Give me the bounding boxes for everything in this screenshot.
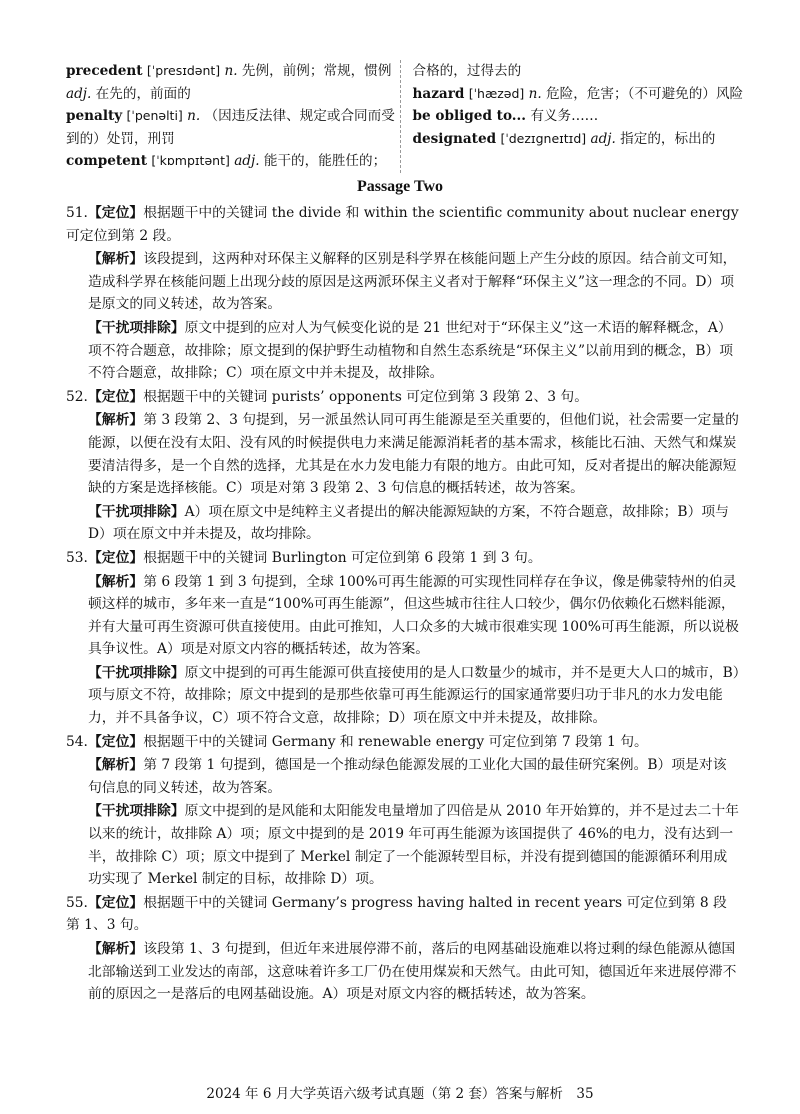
page-footer: 2024 年 6 月大学英语六级考试真题（第 2 套）答案与解析 35 [206,1086,594,1102]
distractor-analysis: 【干扰项排除】原文中提到的应对人为气候变化说的是 21 世纪对于“环保主义”这一术语的解释概念，A）项不符合题意，故排除；原文提到的保护野生动植物和自然生态系统是“环保主义”以前用到的概念，B）项不符合题意，故排除；C）项在原文中并未提及，故排除。 [88,319,734,382]
answers-body [66,202,740,1007]
analysis: 【解析】第 6 段第 1 到 3 句提到，全球 100%可再生能源的可实现性同样存在争议，像是佛蒙特州的伯灵顿这样的城市，多年来一直是“100%可再生能源”，但这些城市往往人口较少，偶尔仍依赖化石燃料能源，并有大量可再生资源可供直接使用。由此可推知，人口众多的大城市很难实现 100%可再生能源，所以说极具争议性。A）项是对原文内容的概括转述，故为答案。 [88,573,739,658]
vocab-entry: hazard [ˈhæzəd] n. 危险，危害；（不可避免的）风险 [412,85,744,102]
distractor-analysis: 【干扰项排除】原文中提到的可再生能源可供直接使用的是人口数量少的城市，并不是更大人口的城市，B）项与原文不符，故排除；原文中提到的是那些依靠可再生能源运行的国家通常要归功于非凡的水力发电能力，并不具备争议，C）项不符合文意，故排除；D）项在原文中并未提及，故排除。 [88,664,740,727]
distractor-analysis: 【干扰项排除】A）项在原文中是纯粹主义者提出的解决能源短缺的方案，不符合题意，故排除；B）项与 D）项在原文中并未提及，故均排除。 [88,503,729,543]
analysis: 【解析】第 7 段第 1 句提到，德国是一个推动绿色能源发展的工业化大国的最佳研究案例。B）项是对该句信息的同义转述，故为答案。 [88,757,727,796]
vocab-entry: designated [ˈdezɪgneɪtɪd] adj. 指定的，标出的 [412,130,716,147]
vocab-entry: competent [ˈkɒmpɪtənt] adj. 能干的，能胜任的； [66,153,387,169]
passage-title: Passage Two [356,178,444,195]
vocab-right [400,60,747,173]
question-51: 51.【定位】根据题干中的关键词 the divide 和 within the scientific community about nuclear energy 可定位到第 2 段。 【解析】该段提到，这两种对环保主义解释的区别是科学界在核能问题上产生分歧的原因。结合前文可知，造成科学界在核能问题上出现分歧的原因是这两派环保主义者对于解释“环保主义”这一理念的不同。D）项是原文的同义转述，故为答案。 【干扰项排除】原文中提到的应对人为气候变化说的是 21 世纪对于“环保主义”这一术语的解释概念，A）项不符合题意，故排除；原文提到的保护野生动植物和自然生态系统是“环保主义”以前用到的概念，B）项不符合题意，故排除；C）项在原文中并未提及，故排除。 [66,202,740,385]
vocab-box [66,60,746,173]
vocab-entry: precedent [ˈpresɪdənt] n. 先例，前例；常规，惯例 adj. 在先的，前面的 [66,63,392,102]
analysis: 【解析】第 3 段第 2、3 句提到，另一派虽然认同可再生能源是至关重要的，但他们说，社会需要一定量的能源，以便在没有太阳、没有风的时候提供电力来满足能源消耗者的基本需求，核能比石油、天然气和煤炭要清洁得多，是一个自然的选择，尤其是在水力发电能力有限的地方。由此可知，反对者提出的解决能源短缺的方案是选择核能。C）项是对第 3 段第 2、3 句信息的概括转述，故为答案。 [88,412,739,497]
vocab-entry: 合格的，过得去的 [412,63,522,79]
question-55: 55.【定位】根据题干中的关键词 Germany’s progress having halted in recent years 可定位到第 8 段第 1、3 句。 【解析】该段第 1、3 句提到，但近年来进展停滞不前，落后的电网基础设施难以将过剩的绿色能源从德国北部输送到工业发达的南部，这意味着许多工厂仍在使用煤炭和天然气。由此可知，德国近年来进展停滞不前的原因之一是落后的电网基础设施。A）项是对原文内容的概括转述，故为答案。 [66,892,740,1006]
vocab-entry: be obliged to... 有义务…… [412,108,599,124]
vocab-left [66,60,400,173]
analysis: 【解析】该段第 1、3 句提到，但近年来进展停滞不前，落后的电网基础设施难以将过剩的绿色能源从德国北部输送到工业发达的南部，这意味着许多工厂仍在使用煤炭和天然气。由此可知，德国近年来进展停滞不前的原因之一是落后的电网基础设施。A）项是对原文内容的概括转述，故为答案。 [88,941,737,1003]
question-52: 52.【定位】根据题干中的关键词 purists’ opponents 可定位到第 3 段第 2、3 句。 【解析】第 3 段第 2、3 句提到，另一派虽然认同可再生能源是至关重要的，但他们说，社会需要一定量的能源，以便在没有太阳、没有风的时候提供电力来满足能源消耗者的基本需求，核能比石油、天然气和煤炭要清洁得多，是一个自然的选择，尤其是在水力发电能力有限的地方。由此可知，反对者提出的解决能源短缺的方案是选择核能。C）项是对第 3 段第 2、3 句信息的概括转述，故为答案。 【干扰项排除】A）项在原文中是纯粹主义者提出的解决能源短缺的方案，不符合题意，故排除；B）项与 D）项在原文中并未提及，故均排除。 [66,386,740,546]
vocab-entry: penalty [ˈpenəlti] n. （因违反法律、规定或合同而受到的）处罚，刑罚 [66,108,395,147]
analysis: 【解析】该段提到，这两种对环保主义解释的区别是科学界在核能问题上产生分歧的原因。结合前文可知，造成科学界在核能问题上出现分歧的原因是这两派环保主义者对于解释“环保主义”这一理念的不同。D）项是原文的同义转述，故为答案。 [88,251,737,313]
question-53: 53.【定位】根据题干中的关键词 Burlington 可定位到第 6 段第 1 到 3 句。 【解析】第 6 段第 1 到 3 句提到，全球 100%可再生能源的可实现性同样存在争议，像是佛蒙特州的伯灵顿这样的城市，多年来一直是“100%可再生能源”，但这些城市往往人口较少，偶尔仍依赖化石燃料能源，并有大量可再生资源可供直接使用。由此可推知，人口众多的大城市很难实现 100%可再生能源，所以说极具争议性。A）项是对原文内容的概括转述，故为答案。 【干扰项排除】原文中提到的可再生能源可供直接使用的是人口数量少的城市，并不是更大人口的城市，B）项与原文不符，故排除；原文中提到的是那些依靠可再生能源运行的国家通常要归功于非凡的水力发电能力，并不具备争议，C）项不符合文意，故排除；D）项在原文中并未提及，故排除。 [66,547,740,730]
question-54: 54.【定位】根据题干中的关键词 Germany 和 renewable energy 可定位到第 7 段第 1 句。 【解析】第 7 段第 1 句提到，德国是一个推动绿色能源发展的工业化大国的最佳研究案例。B）项是对该句信息的同义转述，故为答案。 【干扰项排除】原文中提到的是风能和太阳能发电量增加了四倍是从 2010 年开始算的，并不是过去二十年以来的统计，故排除 A）项；原文中提到的是 2019 年可再生能源为该国提供了 46%的电力，没有达到一半，故排除 C）项；原文中提到了 Merkel 制定了一个能源转型目标，并没有提到德国的能源循环利用成功实现了 Merkel 制定的目标，故排除 D）项。 [66,731,740,891]
distractor-analysis: 【干扰项排除】原文中提到的是风能和太阳能发电量增加了四倍是从 2010 年开始算的，并不是过去二十年以来的统计，故排除 A）项；原文中提到的是 2019 年可再生能源为该国提供了 46%的电力，没有达到一半，故排除 C）项；原文中提到了 Merkel 制定了一个能源转型目标，并没有提到德国的能源循环利用成功实现了 Merkel 制定的目标，故排除 D）项。 [88,803,739,888]
